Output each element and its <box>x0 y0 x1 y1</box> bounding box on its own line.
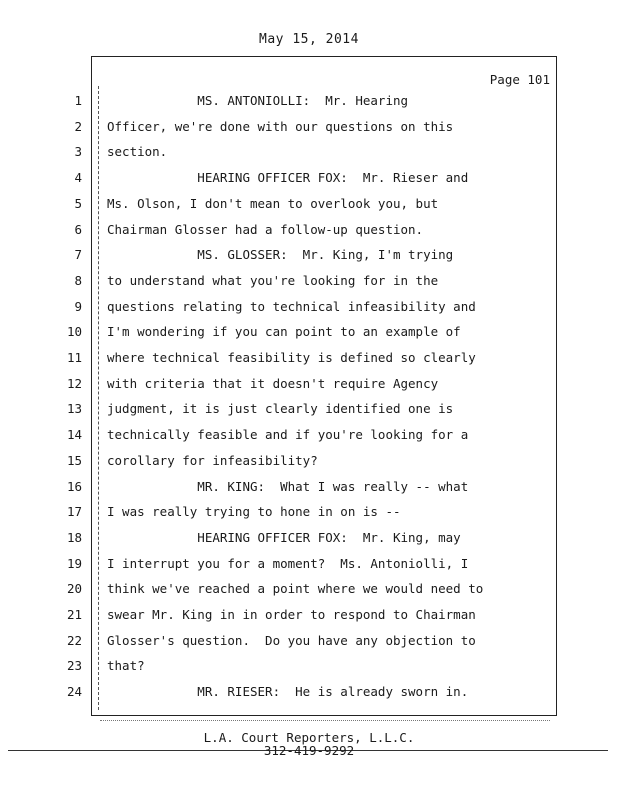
line-number: 14 <box>66 427 82 443</box>
transcript-line <box>0 556 618 576</box>
line-text: MR. RIESER: He is already sworn in. <box>107 684 469 700</box>
line-text: with criteria that it doesn't require Agency <box>107 375 439 391</box>
transcript-line <box>0 196 618 216</box>
transcript-line <box>0 453 618 473</box>
line-number: 2 <box>74 118 82 134</box>
transcript-date: May 15, 2014 <box>259 32 359 47</box>
footer-phone: 312-419-9292 <box>263 743 355 758</box>
line-text: that? <box>107 658 145 674</box>
line-text: to understand what you're looking for in the <box>107 272 439 288</box>
transcript-line <box>0 273 618 293</box>
line-text: Chairman Glosser had a follow-up question. <box>107 221 424 237</box>
transcript-line <box>0 479 618 499</box>
transcript-line <box>0 324 618 344</box>
line-text: HEARING OFFICER FOX: Mr. Rieser and <box>107 170 469 186</box>
transcript-line <box>0 376 618 396</box>
transcript-line <box>0 607 618 627</box>
transcript-line <box>0 170 618 190</box>
line-text: HEARING OFFICER FOX: Mr. King, may <box>107 529 461 545</box>
line-text: MS. GLOSSER: Mr. King, I'm trying <box>107 247 454 263</box>
line-number: 11 <box>66 350 82 365</box>
line-text: Glosser's question. Do you have any objection to <box>107 632 476 648</box>
transcript-line <box>0 504 618 524</box>
line-text: where technical feasibility is defined so clearly <box>107 350 476 365</box>
line-text: swear Mr. King in in order to respond to Chairman <box>107 607 476 622</box>
line-text: Ms. Olson, I don't mean to overlook you, but <box>107 195 439 211</box>
line-number: 13 <box>66 401 82 417</box>
line-number: 15 <box>66 452 82 468</box>
line-text: questions relating to technical infeasibility and <box>107 298 476 314</box>
line-text: I'm wondering if you can point to an example of <box>107 324 461 340</box>
line-number: 7 <box>74 247 82 263</box>
line-text: judgment, it is just clearly identified one is <box>107 401 454 417</box>
line-number: 18 <box>66 529 82 545</box>
page-number: Page 101 <box>489 72 550 87</box>
line-number: 1 <box>74 93 82 108</box>
line-text: technically feasible and if you're looking for a <box>107 427 469 443</box>
line-number: 3 <box>74 144 82 160</box>
line-number: 6 <box>74 221 82 237</box>
transcript-line <box>0 144 618 164</box>
transcript-line <box>0 222 618 242</box>
line-number: 16 <box>66 478 82 494</box>
transcript-line <box>0 119 618 139</box>
transcript-line <box>0 581 618 601</box>
page-bottom-rule <box>100 720 550 721</box>
line-number: 19 <box>66 555 82 571</box>
footer-company: L.A. Court Reporters, L.L.C. <box>203 730 415 745</box>
transcript-line <box>0 633 618 653</box>
line-number: 4 <box>74 170 82 186</box>
transcript-line <box>0 350 618 370</box>
line-number: 5 <box>74 195 82 211</box>
transcript-line <box>0 93 618 113</box>
transcript-line <box>0 401 618 421</box>
line-number: 17 <box>66 504 82 520</box>
transcript-line <box>0 299 618 319</box>
transcript-line <box>0 530 618 550</box>
line-number: 20 <box>66 581 82 597</box>
transcript-line <box>0 684 618 704</box>
line-number: 22 <box>66 632 82 648</box>
line-number: 9 <box>74 298 82 314</box>
line-text: I interrupt you for a moment? Ms. Antoniolli, I <box>107 555 469 571</box>
line-number: 10 <box>66 324 82 340</box>
transcript-line <box>0 658 618 678</box>
line-text: I was really trying to hone in on is -- <box>107 504 401 520</box>
line-number: 23 <box>66 658 82 674</box>
line-text: MS. ANTONIOLLI: Mr. Hearing <box>107 93 409 108</box>
line-number: 12 <box>66 375 82 391</box>
line-text: think we've reached a point where we would need to <box>107 581 484 597</box>
line-number: 24 <box>66 684 82 700</box>
line-text: section. <box>107 144 168 160</box>
line-number: 8 <box>74 272 82 288</box>
transcript-line <box>0 247 618 267</box>
line-text: corollary for infeasibility? <box>107 452 318 468</box>
line-number: 21 <box>66 607 82 622</box>
transcript-line <box>0 427 618 447</box>
line-text: MR. KING: What I was really -- what <box>107 478 469 494</box>
line-text: Officer, we're done with our questions on this <box>107 118 454 134</box>
